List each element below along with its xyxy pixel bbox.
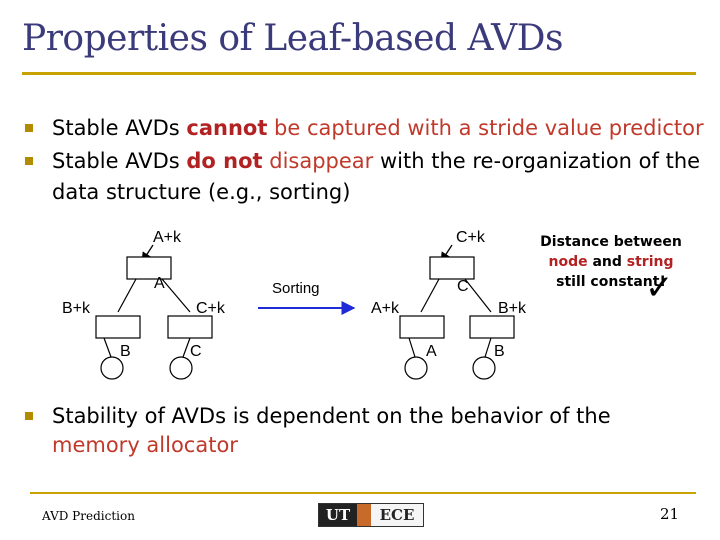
footer-divider <box>30 492 696 494</box>
leaf-circle <box>405 357 427 379</box>
sorting-label: Sorting <box>272 280 320 297</box>
node-box <box>400 316 444 338</box>
checkmark-icon: ✓ <box>645 268 674 308</box>
label-left: B+k <box>62 300 91 317</box>
logo-ece: ECE <box>371 504 423 526</box>
edge <box>104 338 111 357</box>
bullet-1-part: Stable AVDs <box>52 116 187 140</box>
right-tree <box>371 229 527 379</box>
node-box <box>96 316 140 338</box>
bullet-1-emphasis: cannot <box>186 116 268 140</box>
edge <box>421 279 439 312</box>
bullet-text-3: Stability of AVDs is dependent on the behavior of the <box>52 404 611 428</box>
label-root: A+k <box>153 229 182 246</box>
label-mid: A <box>154 275 165 292</box>
node-box <box>430 257 474 279</box>
slide-title: Properties of Leaf-based AVDs <box>22 18 564 59</box>
logo-divider <box>357 504 371 526</box>
note-line-3: still constant! <box>556 274 666 290</box>
edge <box>485 338 491 357</box>
leaf-circle <box>170 357 192 379</box>
bullet-2-part: Stable AVDs <box>52 149 187 173</box>
label-mid: C <box>457 278 469 295</box>
bullet-text-2-line2: data structure (e.g., sorting) <box>52 180 351 204</box>
bullet-1-rest: be captured with a stride value predictor <box>267 116 704 140</box>
edge <box>409 338 415 357</box>
note-and: and <box>587 254 627 270</box>
edge <box>465 279 491 312</box>
leaf-circle <box>473 357 495 379</box>
bullet-2-emphasis: do not <box>186 149 263 173</box>
edge <box>183 338 190 357</box>
ut-ece-logo <box>318 503 424 527</box>
label-left: A+k <box>371 300 400 317</box>
note-line-1: Distance between <box>540 234 682 250</box>
label-leaf-b: B <box>494 343 505 360</box>
bullet-2-rest: with the re-organization of the <box>373 149 701 173</box>
label-right: B+k <box>498 300 527 317</box>
left-tree <box>62 229 226 379</box>
node-box <box>470 316 514 338</box>
bullet-text-3-line2: memory allocator <box>52 433 238 457</box>
note-node: node <box>548 254 588 270</box>
label-right: C+k <box>196 300 225 317</box>
logo-ut: UT <box>319 504 357 526</box>
leaf-circle <box>101 357 123 379</box>
label-leaf-a: A <box>426 343 437 360</box>
label-leaf-b: B <box>120 343 131 360</box>
node-box <box>168 316 212 338</box>
edge <box>118 279 136 312</box>
edge <box>162 279 190 312</box>
footer-title: AVD Prediction <box>42 509 135 523</box>
label-root: C+k <box>456 229 485 246</box>
page-number: 21 <box>660 505 680 523</box>
bullet-marker <box>25 412 33 420</box>
note-string: string <box>626 254 674 270</box>
bullet-2-red: disappear <box>269 149 374 173</box>
label-leaf-c: C <box>190 343 202 360</box>
